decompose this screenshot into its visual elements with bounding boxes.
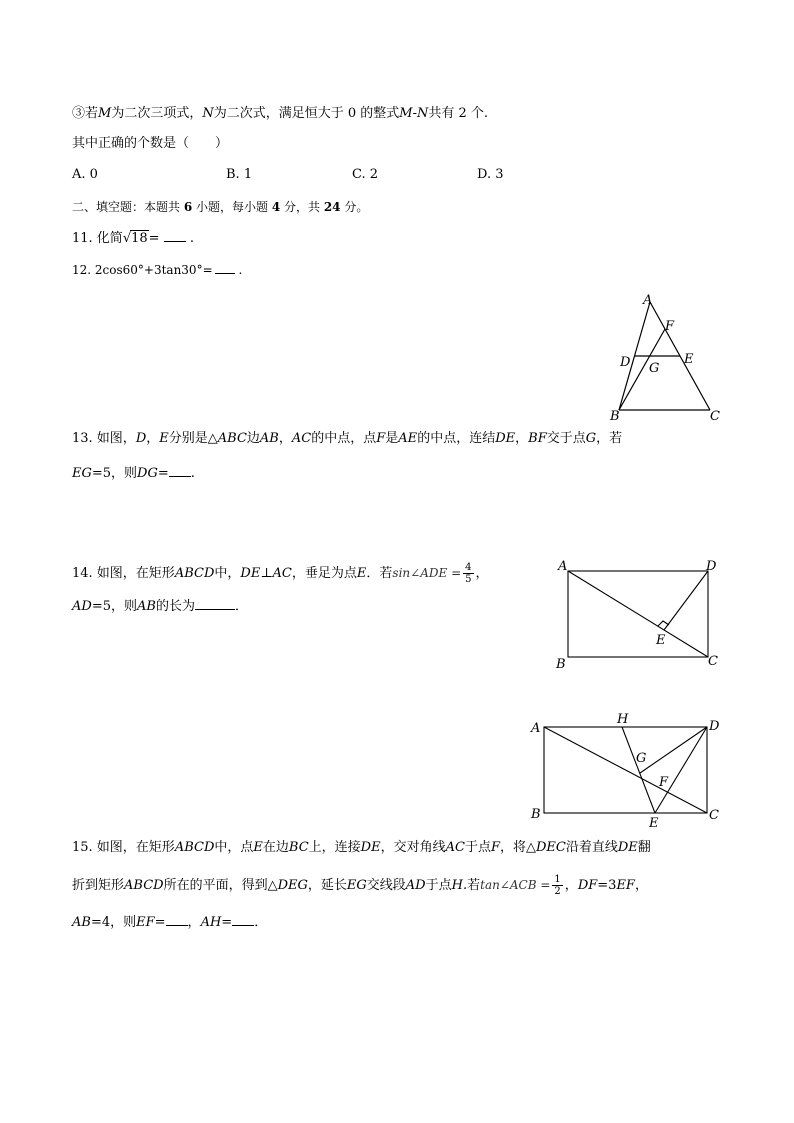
q15-line2-run: AD <box>405 878 426 893</box>
label-f: F <box>659 775 669 790</box>
label-e: E <box>649 816 659 831</box>
q13-line1-run: 是 <box>385 431 399 446</box>
q14-line1-run: ．若 <box>366 566 393 581</box>
q13-line2-run: = <box>157 466 169 481</box>
q15-line3b-run: AH <box>200 915 222 930</box>
q15-line2-run: DEG <box>277 878 308 893</box>
q15-line1-run: DEC <box>536 840 566 855</box>
statement-3: ③若M为二次三项式，N为二次式，满足恒大于 0 的整式M-N共有 2 个. <box>72 106 489 121</box>
q15-line1-run: 15. 如图，在矩形 <box>72 840 175 855</box>
radicand: 18 <box>131 231 148 246</box>
figure-15 <box>528 710 728 830</box>
q14-line2-run: AD <box>72 599 92 614</box>
label-d: D <box>620 355 631 370</box>
q15-line2-end-run: ， <box>564 878 578 893</box>
question-13-line-1 <box>72 431 622 447</box>
q15-line2-run: 交线段 <box>366 878 406 893</box>
label-c: C <box>708 654 718 669</box>
label-g: G <box>636 751 647 766</box>
question-15-line-2: 折到矩形ABCD所在的平面，得到△DEG，延长EG交线段AD于点H.若tan∠ACB = $\frac{1}{2}$ ，DF=3EF， <box>72 874 648 897</box>
section-heading: 二、填空题：本题共 6 小题，每小题 4 分，共 24 分。 <box>72 200 369 214</box>
option-a: A. 0 <box>72 167 98 182</box>
q15-line1-run: F <box>490 840 500 855</box>
q13-line1-run: 的中点，点 <box>311 431 377 446</box>
question-11: 11. 化简√18= . <box>72 231 194 246</box>
q14-line1-run: E <box>356 566 367 581</box>
q15-line1-run: ，交对角线 <box>380 840 446 855</box>
q13-line1-run: E <box>159 431 169 446</box>
diagonal-ac <box>544 727 707 813</box>
q15-line1-run: AC <box>445 840 465 855</box>
q14-line1-run: 中， <box>214 566 241 581</box>
q14-line2-run: 的长为 <box>155 599 195 614</box>
q13-line1-run: BF <box>528 431 547 446</box>
q13-line1-run: G <box>585 431 597 446</box>
question-15-line-1 <box>72 840 651 856</box>
label-f: F <box>665 319 675 334</box>
q14-line1-run: ⊥ <box>260 566 273 581</box>
label-c: C <box>709 808 719 823</box>
question-14-line-1: 14. 如图，在矩形ABCD中，DE⊥AC，垂足为点E．若sin∠ADE = $\frac{4}{5}$ ， <box>72 562 489 585</box>
q15-line3a-run: AB <box>72 915 91 930</box>
q15-line2-run: 若 <box>467 878 481 893</box>
question-14-line-2: AD=5，则AB的长为 ． <box>72 599 248 614</box>
figure-13 <box>600 290 730 425</box>
label-b: B <box>531 807 541 822</box>
label-b: B <box>610 409 620 424</box>
q15-line1-run: BC <box>288 840 309 855</box>
q13-line1-run: 边 <box>246 431 260 446</box>
q13-line1-run: AE <box>398 431 418 446</box>
q14-line1-run: ABCD <box>174 566 215 581</box>
q15-line1-run: 上，连接 <box>308 840 361 855</box>
label-e: E <box>684 352 694 367</box>
q15-line2-end-run: =3 <box>597 878 617 893</box>
q13-line1-run: 交于点 <box>546 431 586 446</box>
q13-line1-run: ABC <box>217 431 247 446</box>
q15-line2-end-run: EF <box>616 878 635 893</box>
q15-line2-run: ABCD <box>124 878 164 893</box>
q15-line2-run: EG <box>346 878 367 893</box>
q15-line2-run: 折到矩形 <box>72 878 125 893</box>
segment-dg <box>640 727 707 773</box>
question-12: 12. 2cos60°+3tan30°= . <box>72 263 243 277</box>
segment-he <box>622 727 655 813</box>
q13-line2-run: =5，则 <box>91 466 138 481</box>
q15-line1-run: DE <box>617 840 638 855</box>
q15-line2-run: H. <box>451 878 468 893</box>
option-d: D. 3 <box>477 167 504 182</box>
q15-line1-run: E <box>253 840 263 855</box>
q15-line1-run: 在边 <box>262 840 289 855</box>
label-a: A <box>643 293 653 308</box>
q15-line3b-run: = <box>221 915 233 930</box>
answer-blank-15-ef <box>166 913 188 926</box>
q14-line2-run: =5，则 <box>91 599 137 614</box>
label-b: B <box>556 657 566 672</box>
q15-line3a-run: =4，则 <box>90 915 137 930</box>
fraction-1-2: $\frac{1}{2}$ <box>554 874 561 897</box>
figure-14 <box>555 558 725 673</box>
q13-line1-run: D <box>135 431 147 446</box>
q13-line1-run: DE <box>495 431 516 446</box>
option-c: C. 2 <box>352 167 379 182</box>
label-d: D <box>709 719 720 734</box>
question-13-line-2: EG=5，则DG= . <box>72 466 195 481</box>
q13-line1-run: ， <box>278 431 292 446</box>
q14-line1-run: 14. 如图，在矩形 <box>72 566 175 581</box>
question-15-line-3: AB=4，则EF= ，AH= ． <box>72 915 268 930</box>
q15-line3b-run: ， <box>187 915 201 930</box>
label-h: H <box>617 712 629 727</box>
q13-line1-run: ， <box>515 431 529 446</box>
question-prompt: 其中正确的个数是（ ） <box>72 136 229 151</box>
q14-line2-run: AB <box>136 599 156 614</box>
q14-line1-run: DE <box>240 566 261 581</box>
q15-line1-run: 翻 <box>637 840 651 855</box>
q15-line1-run: DE <box>360 840 381 855</box>
q13-line1-run: 13. 如图， <box>72 431 136 446</box>
option-b: B. 1 <box>226 167 253 182</box>
q15-line1-run: ABCD <box>174 840 215 855</box>
q15-line1-run: ，将△ <box>500 840 536 855</box>
q15-line1-run: 于点 <box>464 840 491 855</box>
q13-line1-run: ，若 <box>596 431 623 446</box>
q15-line2-run: 于点 <box>425 878 452 893</box>
q14-line1-run: ，垂足为点 <box>291 566 357 581</box>
label-g: G <box>649 361 660 376</box>
q13-line1-run: AC <box>291 431 312 446</box>
label-a: A <box>558 559 568 574</box>
q13-line2-run: EG <box>72 466 92 481</box>
q13-line1-run: AB <box>259 431 279 446</box>
label-d: D <box>706 559 717 574</box>
q15-line2-run: 所在的平面，得到△ <box>163 878 278 893</box>
label-c: C <box>710 409 720 424</box>
q13-line1-run: F <box>376 431 386 446</box>
q15-line1-run: 沿着直线 <box>565 840 618 855</box>
label-a: A <box>531 721 541 736</box>
fraction-4-5: $\frac{4}{5}$ <box>465 562 472 585</box>
q15-line2-run: ，延长 <box>307 878 347 893</box>
q13-line1-run: 分别是△ <box>168 431 218 446</box>
q15-line2-end-run: ， <box>634 878 648 893</box>
q14-line1-run: AC <box>272 566 292 581</box>
diagonal-ac <box>568 571 708 657</box>
q15-line3a-run: EF <box>136 915 155 930</box>
q13-line1-run: 的中点，连结 <box>417 431 496 446</box>
answer-blank-15-ah <box>232 913 254 926</box>
label-e: E <box>656 633 666 648</box>
segment-de <box>655 727 707 813</box>
q13-line1-run: ， <box>146 431 160 446</box>
q13-line2-run: DG <box>137 466 158 481</box>
q15-line2-end-run: DF <box>577 878 598 893</box>
q15-line3a-run: = <box>154 915 166 930</box>
answer-blank-12 <box>215 261 235 274</box>
answer-blank-11 <box>164 229 186 242</box>
q15-line1-run: 中，点 <box>214 840 254 855</box>
segment-de <box>664 571 708 630</box>
answer-blank-14 <box>195 597 235 610</box>
answer-blank-13 <box>169 464 191 477</box>
